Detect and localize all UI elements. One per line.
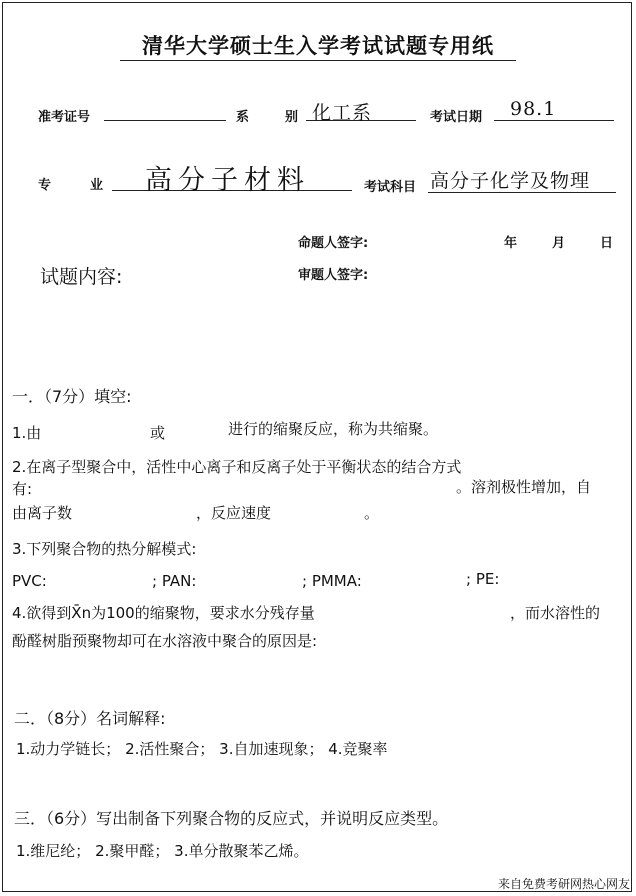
section-1-heading: 一．（7分）填空: (12, 387, 132, 406)
subject-value: 高分子化学及物理 (430, 170, 591, 192)
q3-pmma: ; PMMA: (302, 572, 362, 590)
exam-id-blank (104, 106, 226, 121)
dept-label-2: 别 (285, 110, 299, 125)
major-value: 高分子材料 (145, 165, 310, 196)
exam-date-label: 考试日期 (430, 110, 483, 125)
q2-line-2b: 。溶剂极性增加，自 (456, 478, 592, 496)
content-label: 试题内容: (40, 266, 123, 288)
exam-date-value: 98.1 (510, 98, 557, 120)
dept-value: 化工系 (312, 102, 373, 124)
major-label-2: 业 (90, 178, 104, 193)
day-label: 日 (600, 236, 614, 251)
major-label-1: 专 (38, 178, 52, 193)
q4-line-1b: ，而水溶性的 (510, 604, 601, 622)
title-underline (120, 60, 516, 61)
q3-pvc: PVC: (12, 572, 47, 590)
q2-line-2a: 有: (12, 480, 33, 498)
setter-sign-label: 命题人签字: (298, 236, 369, 251)
q2-line-3b: ，反应速度 (196, 504, 272, 522)
q2-line-3c: 。 (364, 504, 380, 522)
exam-id-label: 准考证号 (38, 110, 91, 125)
q2-line-1: 2.在离子型聚合中，活性中心离子和反离子处于平衡状态的结合方式 (12, 458, 462, 476)
section-2-heading: 二．（8分）名词解释: (14, 709, 166, 728)
month-label: 月 (552, 236, 566, 251)
q2-line-3a: 由离子数 (12, 504, 73, 522)
watermark-footer: 来自免费考研网热心网友 (497, 877, 630, 891)
year-label: 年 (504, 236, 518, 251)
q1-part-b: 或 (150, 424, 166, 442)
q3-intro: 3.下列聚合物的热分解模式: (12, 540, 197, 558)
section-2-items: 1.动力学链长； 2.活性聚合； 3.自加速现象； 4.竞聚率 (16, 740, 388, 758)
q4-line-1a: 4.欲得到X̄n为100的缩聚物，要求水分残存量 (12, 604, 315, 622)
section-3-heading: 三．（6分）写出制备下列聚合物的反应式，并说明反应类型。 (14, 809, 449, 828)
dept-label-1: 系 (236, 110, 250, 125)
page-title: 清华大学硕士生入学考试试题专用纸 (142, 33, 494, 58)
q1-part-c: 进行的缩聚反应，称为共缩聚。 (228, 420, 439, 438)
q3-pe: ; PE: (466, 570, 500, 588)
section-3-items: 1.维尼纶； 2.聚甲醛； 3.单分散聚苯乙烯。 (16, 842, 309, 860)
q3-pan: ; PAN: (152, 572, 197, 590)
q4-line-2: 酚醛树脂预聚物却可在水溶液中聚合的原因是: (12, 632, 318, 650)
subject-label: 考试科目 (364, 180, 417, 195)
reviewer-sign-label: 审题人签字: (298, 268, 369, 283)
q1-part-a: 1.由 (12, 424, 42, 442)
